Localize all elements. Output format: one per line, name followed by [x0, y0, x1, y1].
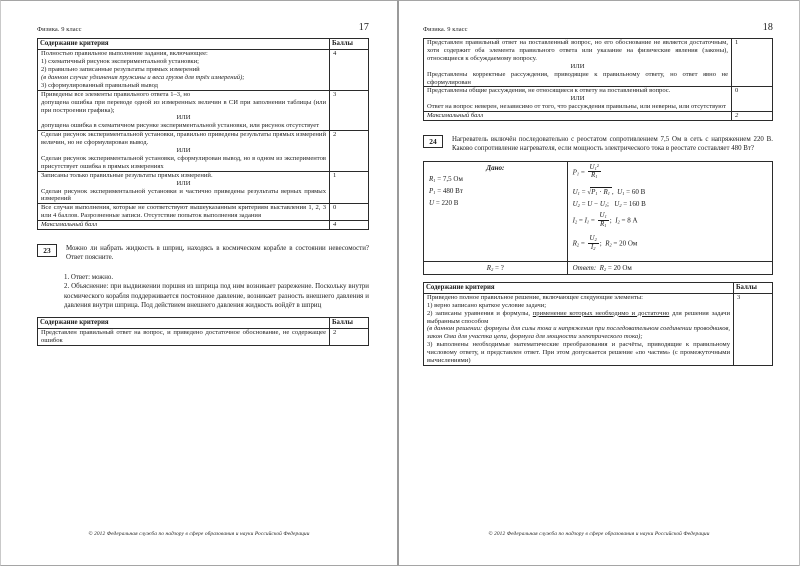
criterion-line-or: ИЛИ — [570, 62, 585, 70]
answer-label: Ответ: — [572, 263, 597, 272]
given-title: Дано: — [486, 163, 505, 172]
criterion-cell — [424, 87, 732, 112]
score-cell: 0 — [330, 204, 369, 221]
criterion-line: 2) правильно записанные результаты прямых измерений — [41, 65, 200, 73]
subject-header-right: Физика. 9 класс — [423, 25, 468, 33]
criterion-line: Представлен правильный ответ на вопрос, и приведено достаточное обоснование, не содержащее ошибок — [41, 328, 326, 344]
page-number-left: 17 — [358, 22, 369, 33]
criterion-line: 3) выполнены необходимые математические преобразования и расчёты, приводящие к правильному числовому ответу, и представлен ответ. При этом допускается решение «по частям» (с промежуточными вычислениями) — [427, 341, 730, 365]
running-head-left — [37, 23, 369, 33]
table-row — [38, 171, 369, 204]
criterion-line: Сделан рисунок экспериментальной установки и частично приведены результаты верных прямых измерений — [41, 187, 326, 203]
page-left — [0, 0, 398, 566]
criteria-table-23-continued — [423, 38, 773, 121]
criterion-line-underlined: 2) записаны уравнения и формулы, применение которых необходимо и достаточно для решения задачи выбранным способом — [427, 309, 730, 325]
score-cell: 0 — [732, 87, 773, 112]
criterion-line-or: ИЛИ — [176, 179, 191, 187]
column-header-criterion: Содержание критерия — [38, 317, 330, 328]
criterion-line: Представлены корректные рассуждения, приводящие к правильному ответу, но ответ явно не сформулирован — [427, 70, 728, 86]
max-score-value: 2 — [732, 112, 773, 121]
task-statement: Нагреватель включён последовательно с реостатом сопротивлением 7,5 Ом в сеть с напряжением 220 В. Каково сопротивление нагревателя, если мощность электрического тока в реостате составляет 480 Вт? — [452, 136, 773, 153]
criterion-cell — [424, 39, 732, 87]
footer-left — [1, 531, 397, 537]
criterion-line: 3) сформулированный правильный вывод — [41, 81, 159, 89]
criterion-line-or: ИЛИ — [176, 114, 191, 122]
criterion-line: Приведено полное правильное решение, включающее следующие элементы: — [427, 293, 643, 301]
task-number-badge: 23 — [37, 244, 57, 257]
table-row-max-score — [424, 112, 773, 121]
column-header-score: Баллы — [330, 39, 369, 50]
page-right — [398, 0, 799, 566]
criteria-table-24 — [423, 282, 773, 366]
score-cell: 4 — [330, 50, 369, 91]
max-score-label: Максимальный балл — [424, 112, 732, 121]
given-cell — [424, 161, 568, 261]
criterion-cell — [38, 328, 330, 345]
table-row — [424, 87, 773, 112]
formula-line: $P_1$ = $\frac{U_1^2}{R_1}$ — [572, 162, 599, 180]
table-row — [424, 293, 773, 365]
score-cell: 2 — [330, 328, 369, 345]
page-number-right: 18 — [762, 22, 773, 33]
criterion-line: Приведены все элементы правильного ответа 1–3, но — [41, 90, 191, 98]
max-score-value: 4 — [330, 221, 369, 230]
given-line: $R_1 = 7,5$ Ом — [429, 174, 463, 183]
table-header-row — [424, 282, 773, 293]
criterion-cell — [38, 204, 330, 221]
criterion-line: Полностью правильное выполнение задания, включающее: — [41, 50, 208, 58]
score-cell: 1 — [330, 171, 369, 204]
table-row-max-score — [38, 221, 369, 230]
formula-line: $U_2 = U - U_1$; $U_2 = 160$ В — [572, 200, 646, 209]
subject-header-left: Физика. 9 класс — [37, 25, 82, 33]
criterion-line: допущена ошибка при переводе одной из измеренных величин в СИ при заполнении таблицы (или при построении графика); — [41, 98, 326, 114]
table-row — [424, 39, 773, 87]
solution-table-24 — [423, 161, 773, 275]
column-header-criterion: Содержание критерия — [424, 282, 734, 293]
criterion-cell — [38, 50, 330, 91]
running-head-right — [423, 23, 773, 33]
score-cell: 2 — [330, 131, 369, 172]
table-header-row — [38, 317, 369, 328]
criterion-line: Сделан рисунок экспериментальной установки, сформулирован вывод, но в одном из экспериментов присутствует ошибка в прямых измерениях — [41, 154, 326, 170]
criteria-table-22 — [37, 38, 369, 230]
task-number-badge: 24 — [423, 135, 443, 148]
max-score-label: Максимальный балл — [38, 221, 330, 230]
table-row — [38, 90, 369, 131]
criterion-line-italic: (в данном решении: формулы для силы тока и напряжения при последовательном соединении проводников, закон Ома для участка цепи, формула для мощности электрического тока); — [427, 325, 730, 341]
score-cell: 1 — [732, 39, 773, 87]
criterion-line: 1) верно записано краткое условие задачи; — [427, 301, 547, 309]
criterion-cell — [424, 293, 734, 365]
answer-value: $R_2 = 20$ Ом — [599, 263, 632, 272]
criterion-line-italic: (в данном случае удлинения пружины и веса грузов для трёх измерений); — [41, 73, 245, 81]
column-header-criterion: Содержание критерия — [38, 39, 330, 50]
criterion-cell — [38, 171, 330, 204]
footer-text: © 2012 Федеральная служба по надзору в сфере образования и науки Российской Федерации — [88, 531, 310, 537]
table-row — [38, 328, 369, 345]
criteria-table-23 — [37, 317, 369, 346]
criterion-line: Сделан рисунок экспериментальной установки, правильно приведены результаты прямых измерений величин, но не сформулирован вывод. — [41, 131, 326, 147]
criterion-line: 1) схематичный рисунок экспериментальной установки; — [41, 58, 199, 66]
table-header-row — [38, 39, 369, 50]
task-23 — [37, 244, 369, 263]
criterion-line: Записаны только правильные результаты прямых измерений. — [41, 171, 213, 179]
criterion-line: Представлены общие рассуждения, не относящиеся к ответу на поставленный вопрос. — [427, 87, 671, 95]
page-right-content — [399, 1, 799, 366]
answer-cell — [567, 261, 772, 274]
criterion-line-or: ИЛИ — [570, 95, 585, 103]
table-row — [38, 50, 369, 91]
criterion-line: Представлен правильный ответ на поставленный вопрос, но его обоснование не является достаточным, хотя содержит оба элемента правильного ответа или указание на физические явления (законы), относящиеся к обсуждаемому вопросу. — [427, 39, 728, 62]
column-header-score: Баллы — [734, 282, 773, 293]
formula-line: $I_2 = I_1$ = $\frac{U_1}{R_1}$ ; $I_2 = 8$ А — [572, 211, 638, 228]
task-24 — [423, 135, 773, 154]
formula-line: $U_1 = √P_1 \cdot R_1$ , $U_1 = 60$ В — [572, 187, 646, 197]
criterion-cell — [38, 90, 330, 131]
criterion-cell — [38, 131, 330, 172]
score-cell: 3 — [734, 293, 773, 365]
task-statement: Можно ли набрать жидкость в шприц, находясь в космическом корабле в состоянии невесомости? Ответ поясните. — [66, 245, 369, 262]
find-cell: $R_2$ = ? — [424, 261, 568, 274]
given-line: U = 220 В — [429, 198, 459, 207]
column-header-score: Баллы — [330, 317, 369, 328]
footer-right — [399, 531, 799, 537]
table-row — [38, 204, 369, 221]
given-line: $P_1 = 480$ Вт — [429, 186, 463, 195]
solution-row — [424, 161, 773, 261]
table-row — [38, 131, 369, 172]
answer-line: 1. Ответ: можно. — [64, 273, 114, 281]
page-left-content — [1, 1, 397, 346]
score-cell: 3 — [330, 90, 369, 131]
answer-line: 2. Объяснение: при выдвижении поршня из шприца под ним возникает разрежение. Поскольку внутри космического корабля поддерживается постоянное давление, возникает разность внешнего давления и давления внутри шприца. Под действием внешнего давления жидкость войдёт в шприц — [64, 283, 369, 310]
criterion-line: Все случаи выполнения, которые не соответствуют вышеуказанным критериям выставления 1, 2, 3 или 4 баллов. Разрозненные записи. Отсутствие попыток выполнения задания — [41, 204, 326, 220]
footer-text: © 2012 Федеральная служба по надзору в сфере образования и науки Российской Федерации — [488, 531, 710, 537]
criterion-line: Ответ на вопрос неверен, независимо от того, что рассуждения правильны, или неверны, или отсутствуют — [427, 103, 727, 111]
criterion-line-or: ИЛИ — [176, 147, 191, 155]
formulas-cell — [567, 161, 772, 261]
criterion-line: допущена ошибка в схематичном рисунке экспериментальной установки, или рисунок отсутствует — [41, 122, 320, 130]
task-23-answer — [64, 273, 369, 311]
solution-answer-row — [424, 261, 773, 274]
formula-line: $R_2$ = $\frac{U_2}{I_2}$ ; $R_2 = 20$ Ом — [572, 234, 638, 252]
